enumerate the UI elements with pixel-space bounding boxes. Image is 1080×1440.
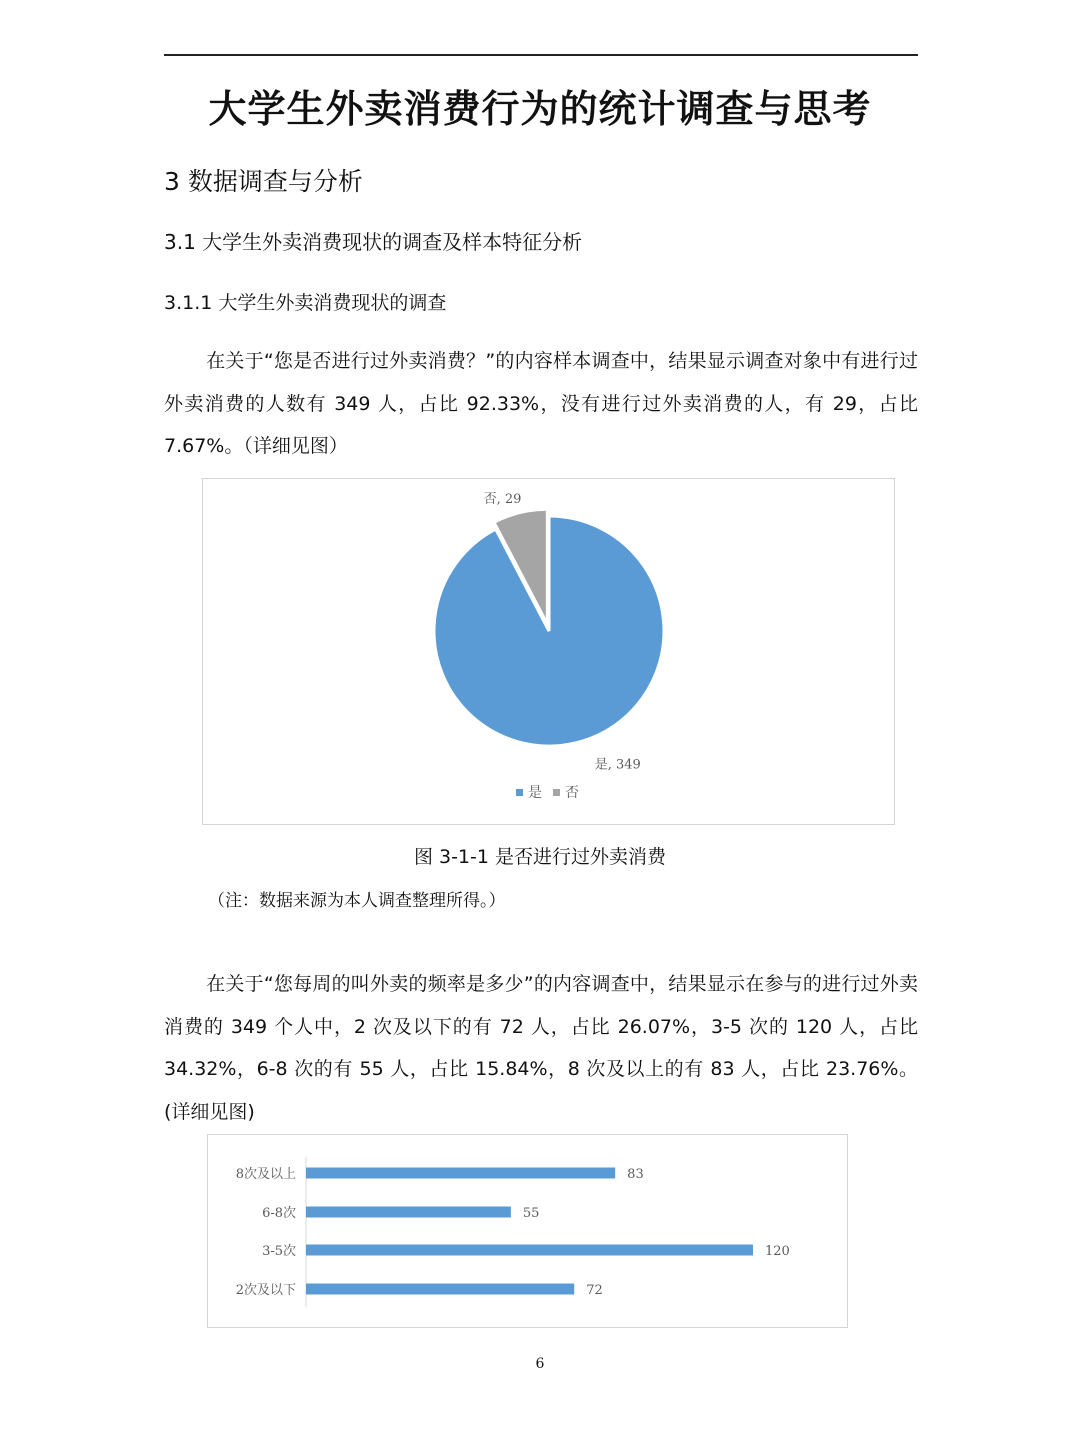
figure-caption: 图 3-1-1 是否进行过外卖消费: [413, 846, 667, 868]
bar-category-label-0: 8次及以上: [235, 1167, 296, 1182]
pie-chart: [203, 479, 894, 824]
legend-swatch-yes: [516, 789, 523, 796]
bar-value-label-2: 120: [765, 1244, 790, 1259]
legend-label-yes: 是: [528, 785, 542, 801]
subsection-heading: 3.1 大学生外卖消费现状的调查及样本特征分析: [164, 230, 583, 254]
figure-note: （注：数据来源为本人调查整理所得。）: [208, 891, 506, 911]
paragraph-1-text: 在关于“您是否进行过外卖消费？”的内容样本调查中，结果显示调查对象中有进行过外卖消费的人数有 349 人，占比 92.33%，没有进行过外卖消费的人，有 29，占比 7.67%。（详细见图）: [164, 350, 918, 457]
paragraph-1: [164, 340, 918, 468]
bar-3: [306, 1284, 574, 1295]
bar-category-label-2: 3-5次: [262, 1244, 296, 1259]
subsubsection-heading: 3.1.1 大学生外卖消费现状的调查: [164, 292, 447, 314]
legend-label-no: 否: [565, 785, 579, 801]
bar-category-label-3: 2次及以下: [235, 1283, 296, 1298]
pie-data-label-no: 否, 29: [483, 491, 522, 507]
bar-chart: [208, 1135, 847, 1327]
bar-category-label-1: 6-8次: [262, 1206, 296, 1221]
section-heading: 3 数据调查与分析: [164, 167, 363, 196]
pie-slice-yes: [434, 516, 664, 746]
bar-1: [306, 1207, 511, 1218]
bar-2: [306, 1245, 753, 1256]
legend-swatch-no: [553, 789, 560, 796]
paragraph-2-text: 在关于“您每周的叫外卖的频率是多少”的内容调查中，结果显示在参与的进行过外卖消费的 349 个人中，2 次及以下的有 72 人，占比 26.07%，3-5 次的 120 人，占比 34.32%，6-8 次的有 55 人，占比 15.84%，8 次及以上的有 83 人，占比 23.76%。(详细见图): [164, 973, 918, 1123]
bar-0: [306, 1168, 615, 1179]
bar-value-label-0: 83: [627, 1167, 644, 1182]
paragraph-2: [164, 963, 918, 1133]
document-title: 大学生外卖消费行为的统计调查与思考: [208, 86, 872, 131]
bar-value-label-1: 55: [522, 1206, 540, 1221]
pie-data-label-yes: 是, 349: [594, 757, 641, 773]
bar-value-label-3: 72: [586, 1283, 603, 1298]
header-rule: [164, 54, 918, 56]
page-number: 6: [535, 1356, 545, 1372]
pie-chart-frame: [202, 478, 895, 825]
bar-chart-frame: [207, 1134, 848, 1328]
